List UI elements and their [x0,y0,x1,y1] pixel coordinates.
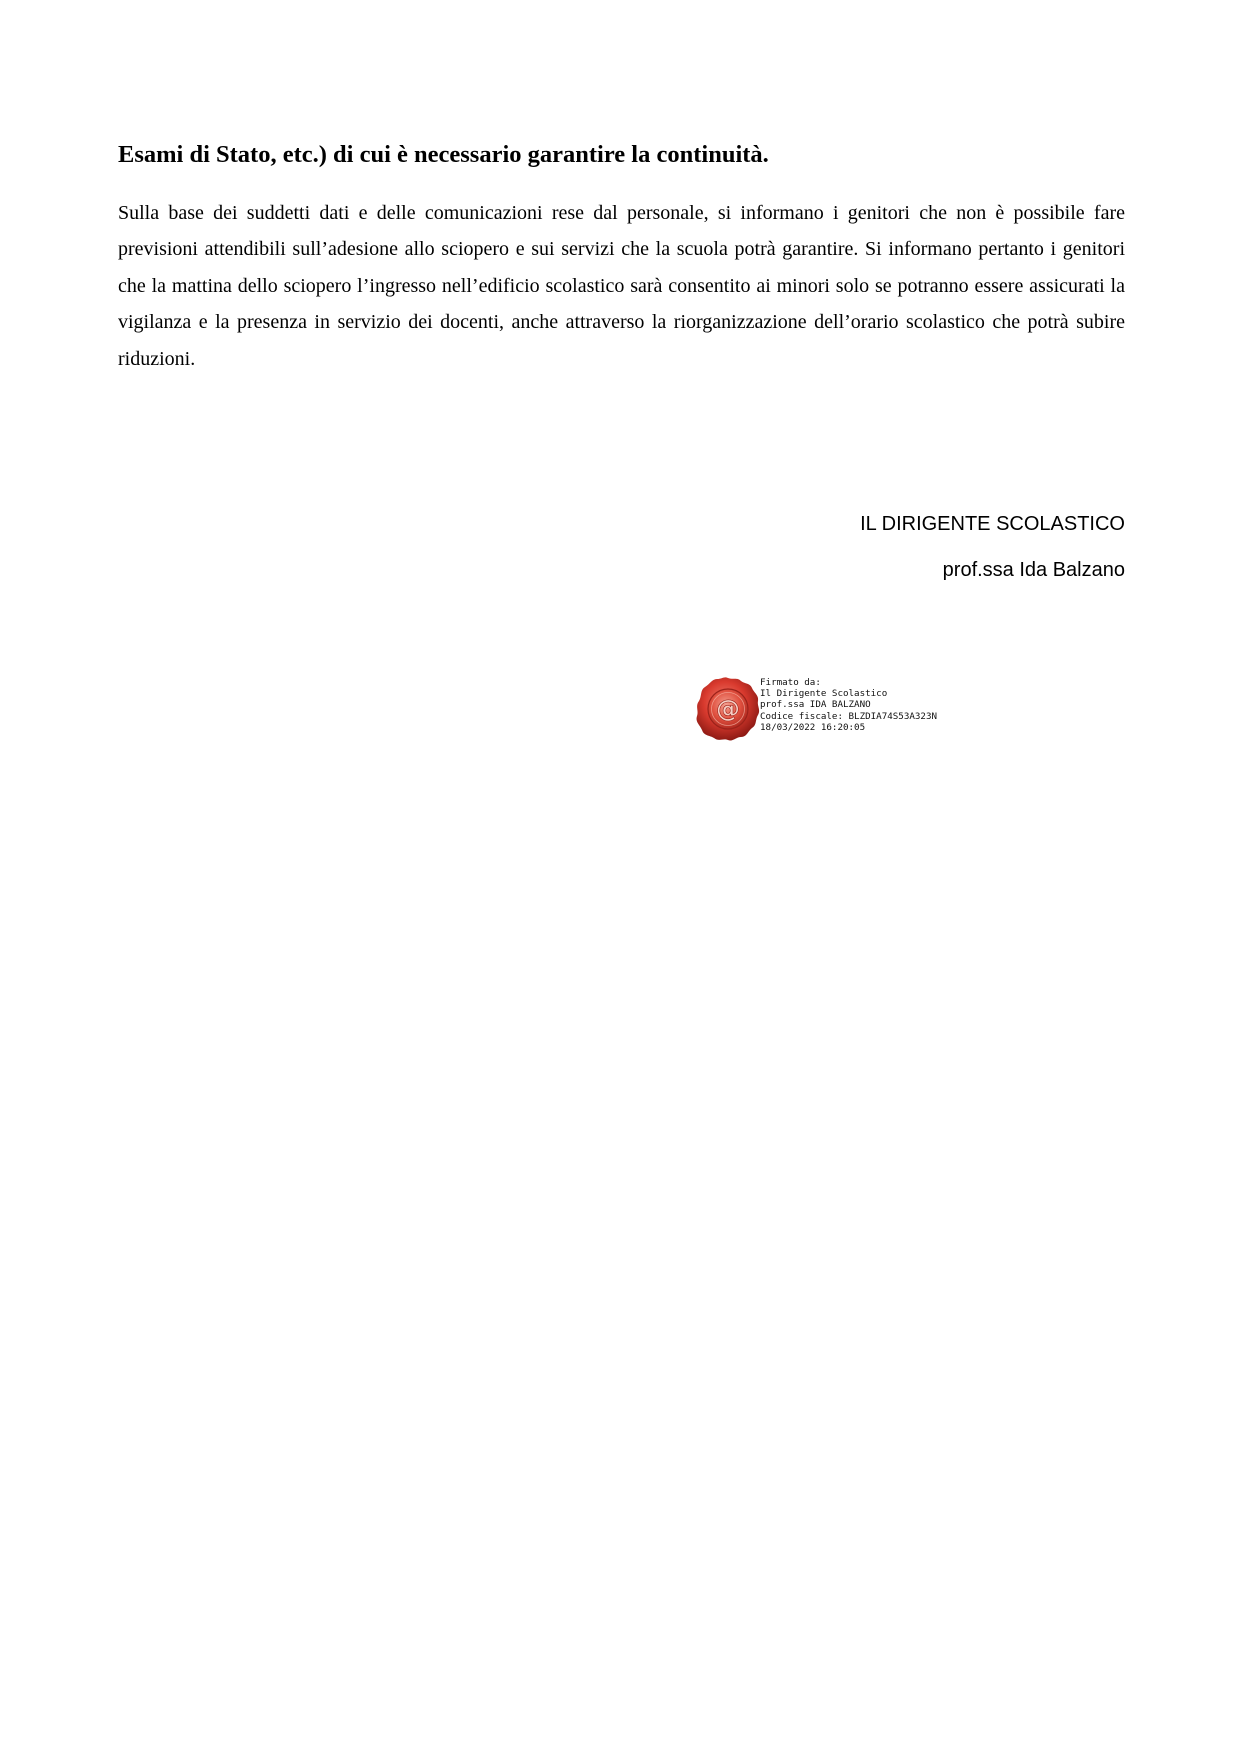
section-heading: Esami di Stato, etc.) di cui è necessario garantire la continuità. [118,141,769,168]
signed-by-label: Firmato da: [760,677,821,688]
svg-text:@: @ [716,695,740,723]
fiscal-code: Codice fiscale: BLZDIA74S53A323N [760,710,938,722]
signer-name: prof.ssa Ida Balzano [942,559,1125,581]
body-paragraph: Sulla base dei suddetti dati e delle comunicazioni rese dal personale, si informano i genitori che non è possibile fare previsioni attendibili sull’adesione allo sciopero e sui servizi che la scuola potrà garantire. Si informano pertanto i genitori che la mattina dello sciopero l’ingresso nell’edificio scolastico sarà consentito ai minori solo se potranno essere assicurati la vigilanza e la presenza in servizio dei docenti, anche attraverso la riorganizzazione dell’orario scolastico che potrà subire riduzioni. [118,202,1125,370]
signer-full-name: prof.ssa IDA BALZANO [760,699,871,711]
signature-timestamp: 18/03/2022 16:20:05 [760,721,866,733]
signer-role: IL DIRIGENTE SCOLASTICO [860,513,1125,535]
signature-block [860,512,1125,582]
signer-title: Il Dirigente Scolastico [760,688,888,700]
wax-seal-at-icon [693,674,763,744]
digital-signature-stamp [693,674,953,748]
signature-details [760,677,937,733]
